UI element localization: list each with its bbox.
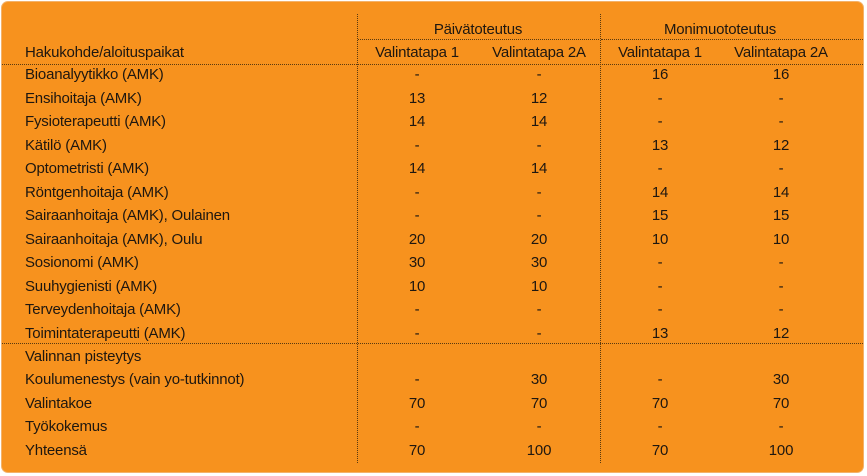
program-row-cell: 13 bbox=[408, 89, 426, 107]
program-row-cell: 14 bbox=[408, 160, 426, 177]
program-row-cell: - bbox=[414, 66, 420, 83]
program-row-cell: - bbox=[536, 136, 542, 154]
scoring-row-cell: 70 bbox=[651, 441, 669, 459]
program-row-label: Bioanalyytikko (AMK) bbox=[25, 66, 164, 83]
column-header-4: Valintatapa 2A bbox=[734, 44, 828, 61]
program-row-label: Fysioterapeutti (AMK) bbox=[25, 113, 166, 130]
section-rule bbox=[2, 343, 863, 344]
scoring-row-label: Yhteensä bbox=[25, 441, 87, 459]
program-row-cell: - bbox=[414, 207, 420, 224]
program-row-cell: 16 bbox=[772, 66, 790, 83]
scoring-row-cell: 70 bbox=[408, 394, 426, 412]
program-row-cell: - bbox=[414, 324, 420, 342]
program-row-cell: - bbox=[778, 301, 784, 318]
program-row-label: Ensihoitaja (AMK) bbox=[25, 89, 142, 107]
program-row-cell: - bbox=[657, 160, 663, 177]
scoring-row-cell: - bbox=[657, 371, 663, 388]
program-row-label: Suuhygienisti (AMK) bbox=[25, 277, 158, 295]
column-header-1: Valintatapa 1 bbox=[375, 44, 459, 61]
program-row-cell: 14 bbox=[530, 160, 548, 177]
scoring-row-label: Työkokemus bbox=[25, 418, 108, 435]
program-row-cell: 16 bbox=[651, 66, 669, 83]
program-row-cell: - bbox=[657, 277, 663, 295]
program-row-cell: - bbox=[778, 89, 784, 107]
column-header-2: Valintatapa 2A bbox=[492, 44, 586, 61]
scoring-row-cell: 70 bbox=[651, 394, 669, 412]
scoring-row-cell: - bbox=[536, 418, 542, 435]
program-row-cell: - bbox=[657, 301, 663, 318]
scoring-row-cell: 70 bbox=[408, 441, 426, 459]
program-row-cell: 14 bbox=[530, 113, 548, 130]
program-row-label: Kätilö (AMK) bbox=[25, 136, 107, 154]
scoring-row-cell: 30 bbox=[772, 371, 790, 388]
program-row-cell: 14 bbox=[408, 113, 426, 130]
program-row-cell: 15 bbox=[772, 207, 790, 224]
program-row-cell: - bbox=[414, 183, 420, 201]
scoring-row-cell: - bbox=[778, 418, 784, 435]
header-rule bbox=[2, 64, 863, 65]
program-row-label: Sairaanhoitaja (AMK), Oulu bbox=[25, 230, 203, 248]
scoring-title: Valinnan pisteytys bbox=[25, 348, 142, 365]
program-row-cell: 13 bbox=[651, 136, 669, 154]
group-header-paivatoteutus: Päivätoteutus bbox=[433, 21, 523, 38]
program-row-cell: - bbox=[536, 324, 542, 342]
program-row-cell: 30 bbox=[408, 254, 426, 271]
scoring-row-cell: 70 bbox=[530, 394, 548, 412]
program-row-cell: - bbox=[657, 254, 663, 271]
column-header-3: Valintatapa 1 bbox=[618, 44, 702, 61]
program-row-cell: - bbox=[536, 183, 542, 201]
header-group-rule-2 bbox=[601, 39, 863, 40]
column-divider-left bbox=[357, 14, 358, 463]
program-row-cell: 15 bbox=[651, 207, 669, 224]
program-row-cell: 10 bbox=[651, 230, 669, 248]
program-row-cell: 12 bbox=[772, 136, 790, 154]
scoring-row-label: Koulumenestys (vain yo-tutkinnot) bbox=[25, 371, 245, 388]
program-row-cell: - bbox=[778, 254, 784, 271]
program-row-cell: - bbox=[536, 301, 542, 318]
scoring-row-cell: - bbox=[657, 418, 663, 435]
row-label-header: Hakukohde/aloituspaikat bbox=[25, 44, 184, 61]
program-row-cell: - bbox=[536, 66, 542, 83]
scoring-row-label: Valintakoe bbox=[25, 394, 92, 412]
program-row-cell: 10 bbox=[408, 277, 426, 295]
scoring-row-cell: 100 bbox=[768, 441, 794, 459]
scoring-row-cell: 100 bbox=[526, 441, 552, 459]
program-row-label: Toimintaterapeutti (AMK) bbox=[25, 324, 186, 342]
program-row-cell: - bbox=[536, 207, 542, 224]
program-row-cell: - bbox=[778, 277, 784, 295]
column-divider-middle bbox=[600, 14, 601, 463]
program-row-cell: 20 bbox=[530, 230, 548, 248]
scoring-row-cell: - bbox=[414, 418, 420, 435]
program-row-cell: 12 bbox=[530, 89, 548, 107]
program-row-cell: 30 bbox=[530, 254, 548, 271]
program-row-cell: - bbox=[778, 113, 784, 130]
scoring-row-cell: - bbox=[414, 371, 420, 388]
program-row-label: Sosionomi (AMK) bbox=[25, 254, 139, 271]
program-row-cell: - bbox=[657, 89, 663, 107]
program-row-cell: 14 bbox=[772, 183, 790, 201]
program-row-label: Röntgenhoitaja (AMK) bbox=[25, 183, 169, 201]
header-group-rule-1 bbox=[358, 39, 599, 40]
program-row-cell: 10 bbox=[772, 230, 790, 248]
program-row-cell: - bbox=[657, 113, 663, 130]
scoring-row-cell: 30 bbox=[530, 371, 548, 388]
group-header-monimuototeutus: Monimuototeutus bbox=[663, 21, 777, 38]
program-row-cell: - bbox=[414, 301, 420, 318]
program-row-cell: - bbox=[778, 160, 784, 177]
program-row-cell: 12 bbox=[772, 324, 790, 342]
program-row-cell: 20 bbox=[408, 230, 426, 248]
program-row-cell: - bbox=[414, 136, 420, 154]
program-row-cell: 14 bbox=[651, 183, 669, 201]
program-row-cell: 10 bbox=[530, 277, 548, 295]
program-row-label: Terveydenhoitaja (AMK) bbox=[25, 301, 181, 318]
program-row-label: Sairaanhoitaja (AMK), Oulainen bbox=[25, 207, 230, 224]
program-row-label: Optometristi (AMK) bbox=[25, 160, 149, 177]
program-row-cell: 13 bbox=[651, 324, 669, 342]
scoring-row-cell: 70 bbox=[772, 394, 790, 412]
